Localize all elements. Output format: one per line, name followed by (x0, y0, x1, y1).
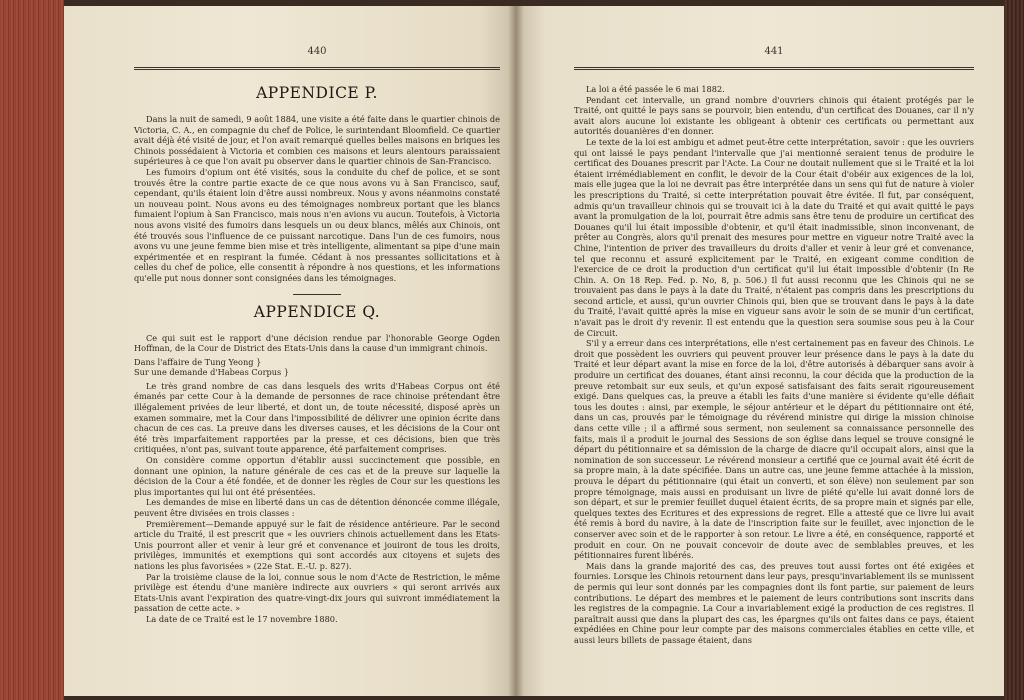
header-rule (134, 67, 500, 70)
paragraph: S'il y a erreur dans ces interprétations, elle n'est certainement pas en faveur des Chinois. Le droit que possèdent les ouvriers qui peuvent prouver leur présence dans le pays à la date du Traité et leur départ avant la mise en force de la loi, d'être autorisés à débarquer sans avoir à produire un certificat des douanes, étant ainsi reconnu, la cour décida que la production de la preuve retombait sur eux seuls, et qu'un exposé satisfaisant des faits serait rigoureusement exigé. Dans quelques cas, la preuve a établi les faits d'une manière si évidente qu'elle défiait tous les doutes : ainsi, par exemple, le séjour antérieur et le départ du pétitionnaire ont été, dans un cas, prouvés par le témoignage du révérend ministre qui dirige la mission chinoise dans cette ville ; il a affirmé sous serment, non seulement sa connaissance personnelle des faits, mais il a produit le journal des Sessions de son église dans lequel se trouve consigné le départ du pétitionnaire et sa démission de la charge de diacre qu'il occupait alors, ainsi que la nomination de son successeur. Le révérend monsieur a certifié que ce journal avait été écrit de sa propre main, à la date spécifiée. Dans un autre cas, une jeune femme attachée à la mission, prouva le départ du pétitionnaire (qui était un converti, et son élève) non seulement par son propre témoignage, mais aussi en produisant un livre de piété qu'elle lui avait donné lors de son départ, et sur le premier feuillet duquel étaient écrits, de sa propre main et signés par elle, quelques textes des Ecritures et des expressions de regret. Elle a attesté que ce livre lui avait été remis à bord du navire, à la date de l'inscription faite sur le feuillet, avec injonction de le conserver avec soin et de le rapporter à son retour. Le livre a été, en conséquence, rapporté et produit en cour. On ne pouvait concevoir de doute avec de semblables preuves, et les pétitionnaires furent libérés. (574, 338, 974, 561)
book-edge-left (0, 0, 64, 700)
paragraph: Dans la nuit de samedi, 9 août 1884, une visite a été faite dans le quartier chinois de Victoria, C. A., en compagnie du chef de Police, le surintendant Bloomfield. Ce quartier avait déjà été visité de jour, et l'on avait remarqué quelles belles maisons en briques les Chinois possédaient à Victoria et combien ces maisons et leurs alentours paraissaient supérieures à ce que l'on avait pu observer dans le quartier chinois de San-Francisco. (134, 114, 500, 167)
book-edge-right (1004, 0, 1024, 700)
paragraph: Premièrement—Demande appuyé sur le fait de résidence antérieure. Par le second article du Traité, il est prescrit que « les ouvriers chinois actuellement dans les Etats-Unis pourront aller et venir à leur gré et convenance et jouiront de tous les droits, privilèges, immunités et exemptions qui sont accordés aux citoyens et sujets des nations les plus favorisées » (22e Stat. E.-U. p. 827). (134, 518, 500, 571)
left-page (64, 6, 516, 696)
section-divider (293, 294, 341, 295)
appendix-q-title: APPENDICE Q. (253, 302, 381, 321)
paragraph: La loi a été passée le 6 mai 1882. (586, 84, 725, 94)
paragraph: Les fumoirs d'opium ont été visités, sous la conduite du chef de police, et se sont trouvés être la contre partie exacte de ce que nous avons vu à San Francisco, sauf, cependant, qu'ils étaient loin d'être aussi nombreux. Nous y avons néanmoins constaté un nouveau point. Nous avons eu des témoignages nombreux portant que les blancs fumaient l'opium à San Francisco, mais nous n'en avions vu aucun. Toutefois, à Victoria nous avons visité des fumoirs dans lesquels un ou deux blancs, mêlés aux Chinois, ont été trouvés sous l'influence de ce puissant narcotique. Dans l'un de ces fumoirs, nous avons vu une jeune femme bien mise et très intelligente, alimentant sa pipe d'une main expérimentée et en respirant la fumée. Cédant à nos pressantes sollicitations et à celles du chef de police, elle consentit à répondre à nos questions, et les informations qu'elle put nous donner sont consignées dans les témoignages. (134, 166, 500, 283)
right-page (516, 6, 1004, 696)
paragraph: Les demandes de mise en liberté dans un cas de détention dénoncée comme illégale, peuvent être divisées en trois classes : (134, 497, 500, 518)
paragraph: Ce qui suit est le rapport d'une décision rendue par l'honorable George Ogden Hoffman, de la Cour de District des Etats-Unis dans la cause d'un immigrant chinois. (134, 332, 500, 354)
case-title: Dans l'affaire de Tung Yeong } (134, 356, 262, 367)
header-rule (574, 67, 974, 70)
case-subtitle: Sur une demande d'Habeas Corpus } (134, 367, 290, 378)
paragraph: Le très grand nombre de cas dans lesquels des writs d'Habeas Corpus ont été émanés par cette Cour à la demande de personnes de race chinoise prétendant être illégalement privées de leur liberté, et dont un, de toute nécessité, disposé après un examen sommaire, met la Cour dans l'impossibilité de délivrer une opinion écrite dans chacun de ces cas. La preuve dans les diverses causes, et les décisions de la Cour ont été très imparfaitement rapportées par la presse, et ces décisions, bien que très critiquées, n'ont pas, suivant toute apparence, été parfaitement comprises. (134, 380, 500, 455)
page-number: 440 (307, 46, 327, 57)
appendix-p-title: APPENDICE P. (256, 84, 378, 102)
paragraph: On considère comme opportun d'établir aussi succinctement que possible, en donnant une opinion, la nature générale de ces cas et de la preuve sur laquelle la décision de la Cour a été fondée, et de donner les règles de Cour sur les questions les plus importantes qui lui ont été présentées. (134, 455, 500, 497)
page-number: 441 (764, 46, 784, 57)
paragraph: Le texte de la loi est ambigu et admet peut-être cette interprétation, savoir : que les ouvriers qui ont laissé le pays pendant l'intervalle que j'ai mentionné seraient tenus de produire le certificat des Douanes prescrit par l'Acte. La Cour ne doutait nullement que si le Traité et la loi étaient irrémédiablement en conflit, le devoir de la Cour était d'obéir aux exigences de la loi, mais elle jugea que la loi ne devrait pas être interprétée dans un sens qui fut de nature à violer les prescriptions du Traité, si cette interprétation pouvait être évitée. Il fut, par conséquent, admis qu'un travailleur chinois qui se trouvait ici à la date du Traité et qui avait quitté le pays avant la promulgation de la loi, pourrait être admis sans être tenu de produire un certificat des Douanes qu'il lui était impossible d'obtenir, et qu'il était inadmissible, sinon inconvenant, de prêter au Congrès, alors qu'il prenait des mesures pour mettre en vigueur notre Traité avec la Chine, l'intention de priver des travailleurs du droits d'aller et venir à leur gré et convenance, tel que reconnu et assuré explicitement par le Traité, en exigeant comme condition de l'exercice de ce droit la production d'un certificat qu'il lui était impossible d'obtenir (In Re Chin. A. On 18 Rep. Fed. p. No, 8, p. 506.) Il fut aussi reconnu que les Chinois qui ne se trouvaient pas dans le pays à la date du Traité, n'étaient pas compris dans les prescriptions du second article, et aussi, qu'un ouvrier Chinois qui, bien que se trouvant dans le pays à la date du Traité, l'avait quitté après la mise en vigueur sans avoir le soin de se munir d'un certificat, n'avait pas le droit d'y revenir. Il est entendu que la question sera soumise sous peu à la Cour de Circuit. (574, 136, 974, 338)
book-gutter (508, 6, 524, 696)
paragraph: Par la troisième clause de la loi, connue sous le nom d'Acte de Restriction, le même privilège est étendu d'une manière indirecte aux ouvriers « qui seront arrivés aux Etats-Unis avant l'expiration des quatre-vingt-dix jours qui suivront immédiatement la passation de cette acte. » (134, 571, 500, 614)
paragraph: La date de ce Traité est le 17 novembre 1880. (146, 613, 338, 624)
paragraph: Pendant cet intervalle, un grand nombre d'ouvriers chinois qui étaient protégés par le Traité, ont quitté le pays sans se pourvoir, bien entendu, d'un certificat des Douanes, car il n'y avait alors aucune loi existante les obligeant à obtenir ces certificats ou permettant aux autorités douanières d'en donner. (574, 94, 974, 137)
paragraph: Mais dans la grande majorité des cas, des preuves tout aussi fortes ont été exigées et fournies. Lorsque les Chinois retournent dans leur pays, presqu'invariablement ils se munissent de permis qui leur sont donnés par les compagnies dont ils font partie, sur paiement de leurs contributions. Le départ des membres et le paiement de leurs contributions sont inscrits dans les registres de la compagnie. La Cour a invariablement exigé la production de ces registres. Il paraîtrait aussi que dans la plupart des cas, les épargnes qu'ils ont faites dans ce pays, étaient expédiées en Chine pour leur compte par des maisons commerciales établies en cette ville, et aussi leurs billets de passage étaient, dans (574, 560, 974, 645)
